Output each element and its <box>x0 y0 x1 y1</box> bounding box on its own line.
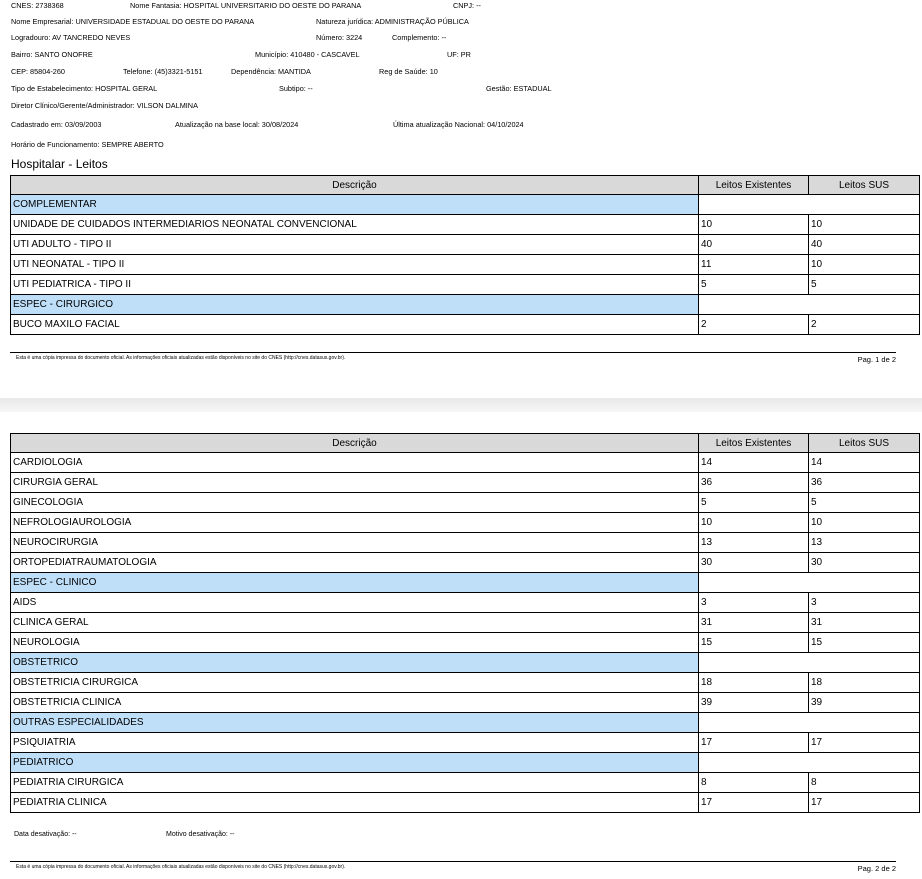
cell-leitos-existentes: 2 <box>699 315 809 335</box>
cadastrado-field: Cadastrado em: 03/09/2003 <box>11 120 102 129</box>
cell-descricao: PSIQUIATRIA <box>11 733 699 753</box>
empty-cell <box>809 295 920 315</box>
empty-cell <box>699 713 809 733</box>
table-row <box>11 453 920 473</box>
category-label: COMPLEMENTAR <box>11 195 699 215</box>
header-leitos-sus: Leitos SUS <box>809 176 920 195</box>
footer-disclaimer: Esta é uma cópia impressa do documento oficial. As informações oficiais atualizadas estão disponíveis no site do CNES (http://cnes.datasus.gov.br). <box>16 355 346 361</box>
cell-descricao: CLINICA GERAL <box>11 613 699 633</box>
empty-cell <box>699 573 809 593</box>
cell-descricao: UNIDADE DE CUIDADOS INTERMEDIARIOS NEONATAL CONVENCIONAL <box>11 215 699 235</box>
table-row <box>11 693 920 713</box>
cell-leitos-existentes: 39 <box>699 693 809 713</box>
motivo-desativacao-field: Motivo desativação: -- <box>166 831 235 838</box>
table-row <box>11 255 920 275</box>
cell-leitos-existentes: 14 <box>699 453 809 473</box>
nome-fantasia-field: Nome Fantasia: HOSPITAL UNIVERSITARIO DO OESTE DO PARANA <box>130 1 362 10</box>
horario-field: Horário de Funcionamento: SEMPRE ABERTO <box>11 140 164 149</box>
cnes-field: CNES: 2738368 <box>11 1 64 10</box>
category-label: ESPEC - CIRURGICO <box>11 295 699 315</box>
table-row <box>11 773 920 793</box>
cell-leitos-sus: 10 <box>809 513 920 533</box>
page-number: Pag. 2 de 2 <box>857 864 896 873</box>
complemento-field: Complemento: -- <box>392 33 447 42</box>
category-label: OUTRAS ESPECIALIDADES <box>11 713 699 733</box>
cell-descricao: OBSTETRICIA CIRURGICA <box>11 673 699 693</box>
cell-leitos-existentes: 17 <box>699 733 809 753</box>
header-leitos-existentes: Leitos Existentes <box>699 176 809 195</box>
cell-leitos-existentes: 15 <box>699 633 809 653</box>
category-row <box>11 573 920 593</box>
category-row <box>11 195 920 215</box>
cell-leitos-sus: 17 <box>809 733 920 753</box>
numero-field: Número: 3224 <box>316 33 363 42</box>
category-label: OBSTETRICO <box>11 653 699 673</box>
section-title: Hospitalar - Leitos <box>11 157 108 171</box>
cell-leitos-sus: 15 <box>809 633 920 653</box>
natureza-juridica-field: Natureza jurídica: ADMINISTRAÇÃO PÚBLICA <box>316 17 469 26</box>
cell-leitos-existentes: 13 <box>699 533 809 553</box>
cell-leitos-sus: 39 <box>809 693 920 713</box>
cell-descricao: NEUROCIRURGIA <box>11 533 699 553</box>
cell-leitos-sus: 31 <box>809 613 920 633</box>
cell-leitos-existentes: 40 <box>699 235 809 255</box>
table-row <box>11 235 920 255</box>
nome-empresarial-field: Nome Empresarial: UNIVERSIDADE ESTADUAL DO OESTE DO PARANA <box>11 17 255 26</box>
cell-leitos-sus: 5 <box>809 493 920 513</box>
cell-descricao: BUCO MAXILO FACIAL <box>11 315 699 335</box>
cell-leitos-sus: 5 <box>809 275 920 295</box>
cell-leitos-sus: 36 <box>809 473 920 493</box>
header-leitos-sus: Leitos SUS <box>809 434 920 453</box>
cell-descricao: OBSTETRICIA CLINICA <box>11 693 699 713</box>
subtipo-field: Subtipo: -- <box>279 84 313 93</box>
tipo-estabelecimento-field: Tipo de Estabelecimento: HOSPITAL GERAL <box>11 84 158 93</box>
cnpj-field: CNPJ: -- <box>453 1 481 10</box>
cell-leitos-existentes: 3 <box>699 593 809 613</box>
report-page-1 <box>0 0 922 398</box>
empty-cell <box>699 653 809 673</box>
table-row <box>11 593 920 613</box>
header-descricao: Descrição <box>11 434 699 453</box>
category-label: ESPEC - CLINICO <box>11 573 699 593</box>
cell-leitos-existentes: 30 <box>699 553 809 573</box>
cell-leitos-existentes: 36 <box>699 473 809 493</box>
cell-leitos-sus: 3 <box>809 593 920 613</box>
table-row <box>11 613 920 633</box>
header-leitos-existentes: Leitos Existentes <box>699 434 809 453</box>
cell-descricao: GINECOLOGIA <box>11 493 699 513</box>
table-row <box>11 633 920 653</box>
cell-descricao: PEDIATRIA CLINICA <box>11 793 699 813</box>
cell-leitos-sus: 13 <box>809 533 920 553</box>
atualizacao-local-field: Atualização na base local: 30/08/2024 <box>175 120 299 129</box>
cell-descricao: PEDIATRIA CIRURGICA <box>11 773 699 793</box>
header-descricao: Descrição <box>11 176 699 195</box>
cell-leitos-sus: 2 <box>809 315 920 335</box>
table-row <box>11 513 920 533</box>
cell-descricao: UTI ADULTO - TIPO II <box>11 235 699 255</box>
empty-cell <box>809 573 920 593</box>
cell-leitos-sus: 18 <box>809 673 920 693</box>
cell-leitos-sus: 10 <box>809 215 920 235</box>
table-row <box>11 215 920 235</box>
cell-leitos-existentes: 17 <box>699 793 809 813</box>
uf-field: UF: PR <box>447 50 471 59</box>
table-row <box>11 733 920 753</box>
table-row <box>11 315 920 335</box>
cell-leitos-existentes: 8 <box>699 773 809 793</box>
page-number: Pag. 1 de 2 <box>857 355 896 364</box>
beds-table-page-1 <box>10 175 920 335</box>
page-separator <box>0 398 922 412</box>
beds-table-page-2 <box>10 433 920 813</box>
empty-cell <box>809 653 920 673</box>
cell-descricao: UTI PEDIATRICA - TIPO II <box>11 275 699 295</box>
table-row <box>11 793 920 813</box>
category-label: PEDIATRICO <box>11 753 699 773</box>
diretor-field: Diretor Clínico/Gerente/Administrador: VILSON DALMINA <box>11 101 198 110</box>
telefone-field: Telefone: (45)3321-5151 <box>123 67 203 76</box>
cell-leitos-sus: 40 <box>809 235 920 255</box>
empty-cell <box>699 753 809 773</box>
table-row <box>11 493 920 513</box>
table-row <box>11 473 920 493</box>
table-row <box>11 673 920 693</box>
cell-leitos-sus: 8 <box>809 773 920 793</box>
dependencia-field: Dependência: MANTIDA <box>231 67 311 76</box>
report-page-2 <box>0 412 922 879</box>
ultima-atualizacao-field: Última atualização Nacional: 04/10/2024 <box>393 120 524 129</box>
cell-descricao: ORTOPEDIATRAUMATOLOGIA <box>11 553 699 573</box>
footer-disclaimer: Esta é uma cópia impressa do documento oficial. As informações oficiais atualizadas estão disponíveis no site do CNES (http://cnes.datasus.gov.br). <box>16 864 346 870</box>
empty-cell <box>699 195 809 215</box>
empty-cell <box>809 713 920 733</box>
cell-descricao: NEUROLOGIA <box>11 633 699 653</box>
category-row <box>11 753 920 773</box>
cell-leitos-existentes: 10 <box>699 215 809 235</box>
empty-cell <box>699 295 809 315</box>
cell-descricao: UTI NEONATAL - TIPO II <box>11 255 699 275</box>
cell-leitos-existentes: 5 <box>699 493 809 513</box>
cell-leitos-sus: 14 <box>809 453 920 473</box>
cell-leitos-sus: 17 <box>809 793 920 813</box>
category-row <box>11 653 920 673</box>
cell-descricao: NEFROLOGIAUROLOGIA <box>11 513 699 533</box>
gestao-field: Gestão: ESTADUAL <box>486 84 552 93</box>
municipio-field: Município: 410480 - CASCAVEL <box>255 50 360 59</box>
table-row <box>11 553 920 573</box>
footer-page-2 <box>10 861 896 879</box>
cell-leitos-sus: 30 <box>809 553 920 573</box>
cell-leitos-sus: 10 <box>809 255 920 275</box>
cell-leitos-existentes: 10 <box>699 513 809 533</box>
footer-page-1 <box>10 352 896 373</box>
cell-descricao: CIRURGIA GERAL <box>11 473 699 493</box>
cell-leitos-existentes: 31 <box>699 613 809 633</box>
cell-leitos-existentes: 11 <box>699 255 809 275</box>
logradouro-field: Logradouro: AV TANCREDO NEVES <box>11 33 131 42</box>
cell-descricao: AIDS <box>11 593 699 613</box>
empty-cell <box>809 753 920 773</box>
cell-descricao: CARDIOLOGIA <box>11 453 699 473</box>
cell-leitos-existentes: 18 <box>699 673 809 693</box>
table-header-row <box>11 434 920 453</box>
cell-leitos-existentes: 5 <box>699 275 809 295</box>
cep-field: CEP: 85804-260 <box>11 67 65 76</box>
data-desativacao-field: Data desativação: -- <box>14 831 77 838</box>
category-row <box>11 713 920 733</box>
empty-cell <box>809 195 920 215</box>
table-header-row <box>11 176 920 195</box>
table-row <box>11 533 920 553</box>
bairro-field: Bairro: SANTO ONOFRE <box>11 50 93 59</box>
table-row <box>11 275 920 295</box>
category-row <box>11 295 920 315</box>
reg-saude-field: Reg de Saúde: 10 <box>379 67 438 76</box>
